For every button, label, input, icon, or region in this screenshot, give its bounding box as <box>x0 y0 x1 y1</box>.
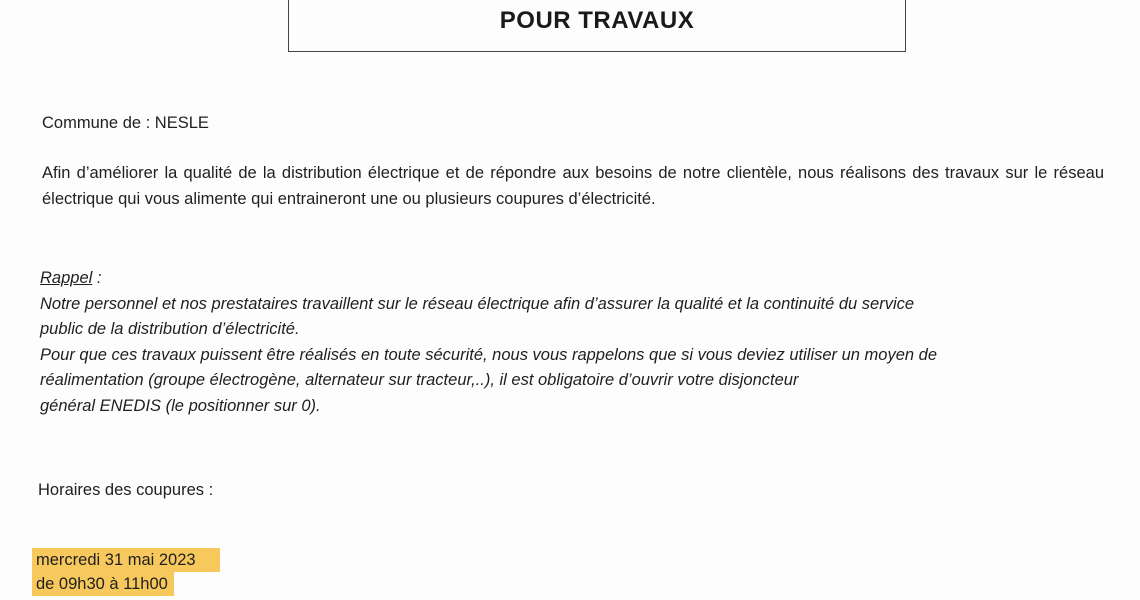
rappel-line: réalimentation (groupe électrogène, alternateur sur tracteur,..), il est obligatoire d’ouvrir votre disjoncteur <box>40 371 799 389</box>
rappel-section <box>40 266 1110 419</box>
coupure-hours: de 09h30 à 11h00 <box>32 572 174 596</box>
rappel-line: Pour que ces travaux puissent être réalisés en toute sécurité, nous vous rappelons que si vous deviez utiliser un moyen de <box>40 345 938 364</box>
coupure-schedule <box>32 548 220 596</box>
rappel-heading <box>40 266 1110 292</box>
title-box <box>288 0 906 52</box>
commune-label: Commune de : NESLE <box>42 114 209 132</box>
intro-paragraph: Afin d’améliorer la qualité de la distribution électrique et de répondre aux besoins de notre clientèle, nous réalisons des travaux sur le réseau électrique qui vous alimente qui entraineront une ou plusieurs coupures d’électricité. <box>42 164 1104 208</box>
rappel-line: public de la distribution d’électricité. <box>40 320 300 338</box>
title-line-2: POUR TRAVAUX <box>499 7 695 34</box>
horaires-label: Horaires des coupures : <box>38 481 214 499</box>
rappel-line: général ENEDIS (le positionner sur 0). <box>40 396 321 415</box>
title-line-1 <box>289 0 905 1</box>
coupure-date: mercredi 31 mai 2023 <box>32 548 220 572</box>
rappel-line: Notre personnel et nos prestataires travaillent sur le réseau électrique afin d’assurer la qualité et la continuité du service <box>40 294 915 313</box>
rappel-title: Rappel <box>40 269 93 287</box>
rappel-title-suffix: : <box>92 269 102 287</box>
